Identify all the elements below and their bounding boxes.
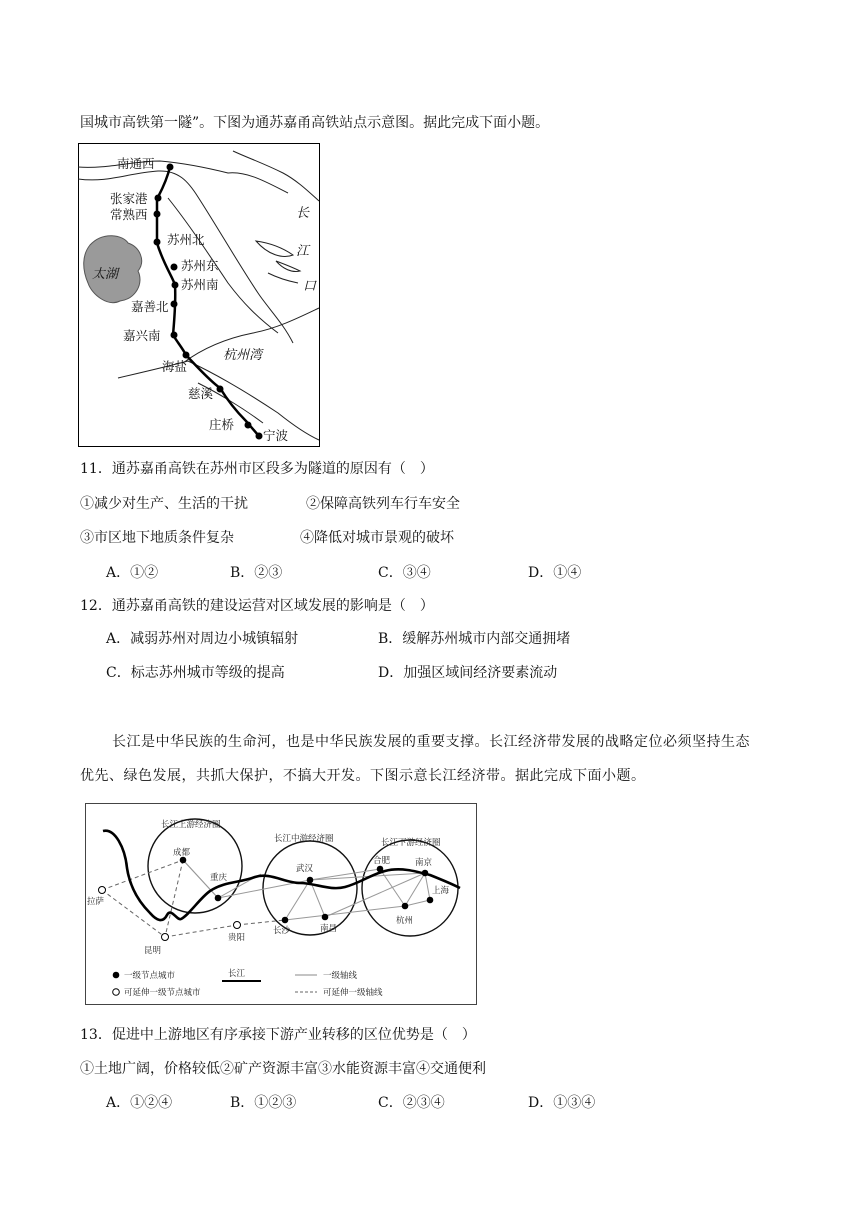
city-label: 上海 [432, 886, 450, 896]
station-label: 宁波 [263, 428, 289, 443]
q11-statement-3: ③市区地下地质条件复杂 [80, 530, 234, 546]
legend-node-icon [113, 972, 120, 979]
ext-city-dot [234, 922, 241, 929]
lake-label: 太湖 [92, 267, 119, 282]
city-dot [282, 917, 289, 924]
legend-node-label: 一级节点城市 [124, 971, 176, 981]
q13-option-a[interactable]: A．①②④ [106, 1095, 173, 1111]
station-dot [245, 422, 252, 429]
city-label: 成都 [173, 848, 191, 858]
q11-statement-1: ①减少对生产、生活的干扰 [80, 496, 248, 512]
q12-option-a[interactable]: A．减弱苏州对周边小城镇辐射 [106, 631, 299, 647]
q12-option-d[interactable]: D．加强区域间经济要素流动 [378, 665, 558, 681]
city-label: 贵阳 [228, 933, 246, 943]
city-label: 武汉 [296, 864, 314, 874]
q13-option-d[interactable]: D．①③④ [528, 1095, 596, 1111]
station-dot [167, 164, 174, 171]
city-dot [215, 895, 222, 902]
station-dot [171, 301, 178, 308]
station-label: 嘉善北 [131, 299, 169, 314]
station-label: 庄桥 [209, 417, 235, 432]
city-label: 重庆 [210, 873, 228, 883]
q13-statements: ①土地广阔，价格较低②矿产资源丰富③水能资源丰富④交通便利 [80, 1061, 486, 1077]
legend-ext-node-icon [113, 989, 120, 996]
station-dot [171, 264, 178, 271]
yangtze-economic-belt-map [85, 803, 477, 1005]
city-label: 杭州 [396, 916, 414, 926]
station-label: 苏州南 [181, 277, 219, 292]
q11-option-a[interactable]: A．①② [106, 565, 159, 581]
city-label: 合肥 [373, 856, 391, 866]
city-dot [402, 903, 409, 910]
station-dot [154, 239, 161, 246]
city-dot [322, 914, 329, 921]
legend-axis-label: 一级轴线 [323, 971, 358, 981]
circle-label: 长江下游经济圈 [381, 838, 441, 848]
railway-station-map [78, 143, 320, 447]
city-dot [307, 877, 314, 884]
station-label: 苏州东 [181, 258, 219, 273]
station-label: 苏州北 [167, 232, 205, 247]
q12-stem: 12．通苏嘉甬高铁的建设运营对区域发展的影响是（ ） [80, 598, 434, 614]
river-label: 江 [296, 244, 310, 259]
city-label: 南昌 [320, 924, 338, 934]
q12-option-c[interactable]: C．标志苏州城市等级的提高 [106, 665, 285, 681]
station-dot [217, 386, 224, 393]
legend-ext-node-label: 可延伸一级节点城市 [124, 988, 201, 998]
city-label: 南京 [415, 858, 433, 868]
city-dot [377, 866, 384, 873]
q11-statement-2: ②保障高铁列车行车安全 [306, 496, 460, 512]
q11-option-c[interactable]: C．③④ [378, 565, 431, 581]
city-label: 长沙 [273, 926, 291, 936]
station-dot [155, 195, 162, 202]
station-label: 张家港 [110, 191, 148, 206]
river-label: 长 [296, 206, 310, 221]
q11-option-b[interactable]: B．②③ [230, 565, 283, 581]
q13-option-b[interactable]: B．①②③ [230, 1095, 297, 1111]
city-dot [427, 897, 434, 904]
station-label: 嘉兴南 [123, 328, 161, 343]
station-dot [256, 433, 263, 440]
circle-label: 长江上游经济圈 [161, 820, 221, 830]
q11-stem: 11．通苏嘉甬高铁在苏州市区段多为隧道的原因有（ ） [80, 461, 434, 477]
q12-option-b[interactable]: B．缓解苏州城市内部交通拥堵 [378, 631, 571, 647]
station-dot [183, 352, 190, 359]
q11-option-d[interactable]: D．①④ [528, 565, 582, 581]
station-label: 常熟西 [110, 207, 148, 222]
legend-river-label: 长江 [228, 969, 246, 979]
passage-line-1: 长江是中华民族的生命河，也是中华民族发展的重要支撑。长江经济带发展的战略定位必须坚持生态 [112, 734, 750, 750]
station-label: 南通西 [117, 156, 155, 171]
station-dot [172, 282, 179, 289]
ext-city-dot [99, 887, 106, 894]
legend-ext-axis-label: 可延伸一级轴线 [323, 988, 383, 998]
station-label: 海盐 [162, 359, 188, 374]
station-label: 慈溪 [188, 386, 214, 401]
ext-city-dot [162, 934, 169, 941]
circle-label: 长江中游经济圈 [274, 834, 334, 844]
river-label: 口 [303, 279, 317, 294]
city-label: 拉萨 [87, 897, 105, 907]
city-dot [422, 870, 429, 877]
passage-line-2: 优先、绿色发展，共抓大保护，不搞大开发。下图示意长江经济带。据此完成下面小题。 [80, 768, 646, 784]
q13-stem: 13．促进中上游地区有序承接下游产业转移的区位优势是（ ） [80, 1027, 476, 1043]
q13-option-c[interactable]: C．②③④ [378, 1095, 445, 1111]
station-dot [154, 211, 161, 218]
station-dot [171, 332, 178, 339]
q11-statement-4: ④降低对城市景观的破坏 [300, 530, 454, 546]
city-label: 昆明 [144, 946, 162, 956]
bay-label: 杭州湾 [223, 348, 263, 363]
intro-line: 国城市高铁第一隧”。下图为通苏嘉甬高铁站点示意图。据此完成下面小题。 [80, 115, 550, 131]
